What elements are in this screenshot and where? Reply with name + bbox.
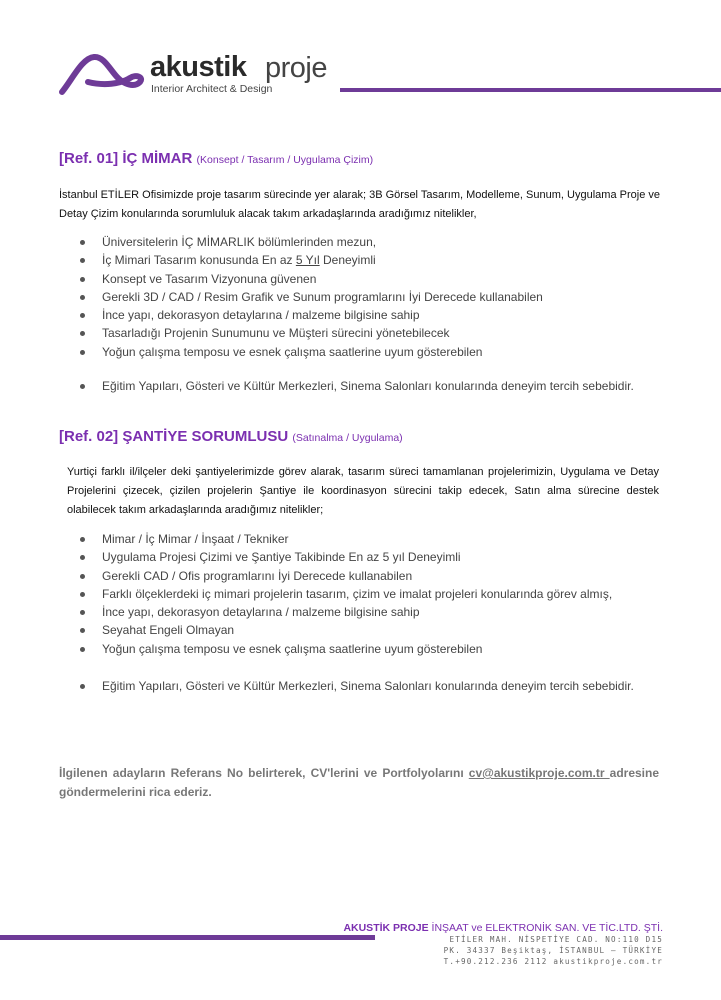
ref01-preference bbox=[80, 377, 634, 395]
list-item: Farklı ölçeklerdeki iç mimari projelerin tasarım, çizim ve imalat projeleri konularında görev almış, bbox=[80, 585, 612, 603]
list-item: Mimar / İç Mimar / İnşaat / Tekniker bbox=[80, 530, 612, 548]
list-item: İnce yapı, dekorasyon detaylarına / malzeme bilgisine sahip bbox=[80, 306, 543, 324]
ref02-preference bbox=[80, 677, 634, 695]
ref01-intro: İstanbul ETİLER Ofisimizde proje tasarım sürecinde yer alarak; 3B Görsel Tasarım, Modelleme, Sunum, Uygulama Proje ve Detay Çizim konularında sorumluluk alacak takım arkadaşlarında aradığımız nitelikler, bbox=[59, 189, 660, 220]
list-item: Konsept ve Tasarım Vizyonuna güvenen bbox=[80, 270, 543, 288]
list-item-underlined: 5 Yıl bbox=[295, 253, 320, 268]
company-info bbox=[343, 922, 663, 967]
brand-tagline: Interior Architect & Design bbox=[151, 83, 273, 95]
brand-name: akustik bbox=[150, 51, 247, 83]
logo-a-mark-icon bbox=[58, 52, 146, 96]
company-address-line1: ETİLER MAH. NİSPETİYE CAD. NO:110 D15 bbox=[449, 935, 663, 944]
company-name bbox=[343, 922, 663, 934]
closing-text-after: adresine göndermelerini rica ederiz. bbox=[59, 766, 659, 799]
company-name-bold: AKUSTİK PROJE bbox=[343, 922, 429, 934]
list-item-text: İç Mimari Tasarım konusunda En az bbox=[102, 253, 296, 268]
list-item bbox=[80, 251, 543, 269]
ref02-intro: Yurtiçi farklı il/ilçeler deki şantiyelerimizde görev alarak, tasarım süreci tamamlanan projelerimizin, Uygulama ve Detay Projelerini çizecek, çizilen projelerin Şantiye ile koordinasyon sürecini takip edecek, Satın alma sürecine destek olabilecek takım arkadaşlarında aradığımız nitelikler; bbox=[67, 466, 659, 516]
list-item: Eğitim Yapıları, Gösteri ve Kültür Merkezleri, Sinema Salonları konularında deneyim tercih sebebidir. bbox=[80, 677, 634, 695]
brand-suffix: proje bbox=[265, 52, 327, 84]
ref02-requirements bbox=[80, 530, 612, 658]
ref02-subtitle: (Satınalma / Uygulama) bbox=[292, 432, 403, 444]
list-item: Uygulama Projesi Çizimi ve Şantiye Takibinde En az 5 yıl Deneyimli bbox=[80, 548, 612, 566]
list-item: Yoğun çalışma temposu ve esnek çalışma saatlerine uyum gösterebilen bbox=[80, 343, 543, 361]
ref02-title-text: [Ref. 02] ŞANTİYE SORUMLUSU bbox=[59, 428, 289, 445]
list-item: Gerekli 3D / CAD / Resim Grafik ve Sunum programlarını İyi Derecede kullanabilen bbox=[80, 288, 543, 306]
ref01-title-text: [Ref. 01] İÇ MİMAR bbox=[59, 150, 193, 167]
company-contact: T.+90.212.236 2112 akustikproje.com.tr bbox=[443, 957, 663, 966]
ref01-subtitle: (Konsept / Tasarım / Uygulama Çizim) bbox=[196, 154, 374, 166]
list-item: İnce yapı, dekorasyon detaylarına / malzeme bilgisine sahip bbox=[80, 603, 612, 621]
list-item: Üniversitelerin İÇ MİMARLIK bölümlerinden mezun, bbox=[80, 233, 543, 251]
company-logo bbox=[58, 50, 358, 100]
application-instructions bbox=[59, 764, 659, 802]
ref01-title bbox=[59, 150, 373, 167]
list-item: Yoğun çalışma temposu ve esnek çalışma saatlerine uyum gösterebilen bbox=[80, 640, 612, 658]
footer-divider bbox=[0, 935, 375, 940]
ref02-title bbox=[59, 428, 403, 445]
email-link[interactable]: cv@akustikproje.com.tr bbox=[468, 766, 610, 780]
header-divider bbox=[340, 88, 721, 92]
company-name-rest: İNŞAAT ve ELEKTRONİK SAN. VE TİC.LTD. ŞTİ. bbox=[428, 922, 663, 934]
list-item: Gerekli CAD / Ofis programlarını İyi Derecede kullanabilen bbox=[80, 567, 612, 585]
list-item: Tasarladığı Projenin Sunumunu ve Müşteri sürecini yönetebilecek bbox=[80, 324, 543, 342]
closing-text-before: İlgilenen adayların Referans No belirterek, CV'lerini ve Portfolyolarını bbox=[59, 766, 469, 780]
company-address-line2: PK. 34337 Beşiktaş, İSTANBUL – TÜRKİYE bbox=[443, 946, 663, 955]
list-item: Eğitim Yapıları, Gösteri ve Kültür Merkezleri, Sinema Salonları konularında deneyim tercih sebebidir. bbox=[80, 377, 634, 395]
list-item-tail: Deneyimli bbox=[319, 253, 376, 268]
ref01-requirements bbox=[80, 233, 543, 361]
list-item: Seyahat Engeli Olmayan bbox=[80, 621, 612, 639]
